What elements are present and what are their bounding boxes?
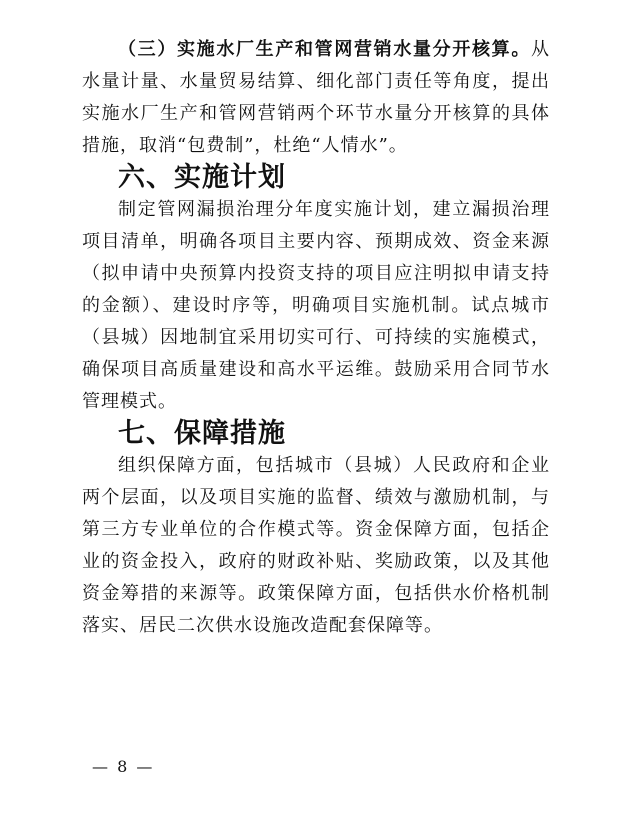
section-text-safeguards: 组织保障方面，包括城市（县城）人民政府和企业两个层面，以及项目实施的监督、绩效与激励机制，与第三方专业单位的合作模式等。资金保障方面，包括企业的资金投入，政府的财政补贴、奖励政策，以及其他资金筹措的来源等。政策保障方面，包括供水价格机制落实、居民二次供水设施改造配套保障等。	[82, 455, 550, 636]
paragraph-water-accounting	[82, 34, 550, 162]
page-number: — 8 —	[92, 757, 155, 776]
section-heading-implementation-plan: 六、实施计划	[118, 162, 286, 193]
paragraph-lead: （三）实施水厂生产和管网营销水量分开核算。	[118, 39, 531, 60]
paragraph-text: 从水量计量、水量贸易结算、细化部门责任等角度，提出实施水厂生产和管网营销两个环节水量分开核算的具体措施，取消“包费制”，杜绝“人情水”。	[82, 39, 550, 156]
document-body	[82, 34, 550, 642]
section-heading-safeguards: 七、保障措施	[118, 418, 286, 449]
section-text-implementation-plan: 制定管网漏损治理分年度实施计划，建立漏损治理项目清单，明确各项目主要内容、预期成效、资金来源（拟申请中央预算内投资支持的项目应注明拟申请支持的金额）、建设时序等，明确项目实施机制。试点城市（县城）因地制宜采用切实可行、可持续的实施模式，确保项目高质量建设和高水平运维。鼓励采用合同节水管理模式。	[82, 199, 550, 412]
